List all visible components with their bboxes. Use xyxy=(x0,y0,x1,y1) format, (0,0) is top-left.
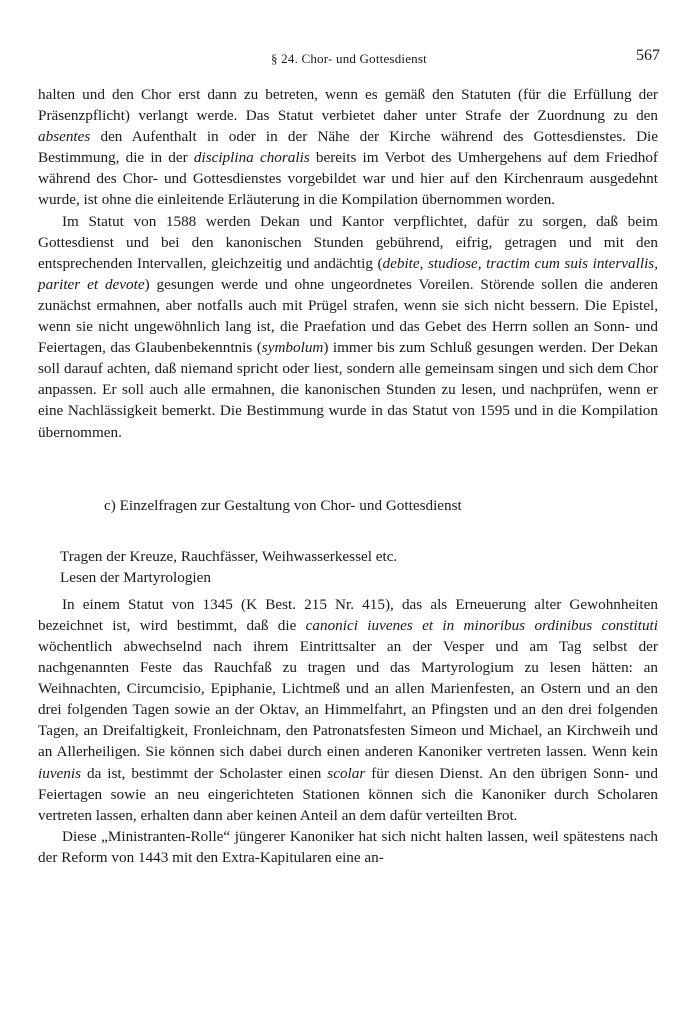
paragraph-ministranten: Diese „Ministranten-Rolle“ jüngerer Kanoniker hat sich nicht halten lassen, weil spätestens nach der Reform von 1443 mit den Extra-Kapitularen eine an- xyxy=(38,827,658,866)
topic-list xyxy=(60,546,658,588)
page-number: 567 xyxy=(636,47,660,64)
paragraph-statute-1345: In einem Statut von 1345 (K Best. 215 Nr. 415), das als Erneuerung alter Gewohnheiten bezeichnet ist, wird bestimmt, daß die canonici iuvenes et in minoribus ordinibus constituti wöchentlich abwechselnd nach ihrem Eintrittsalter an der Vesper und am Tag selbst der nachgenannten Feste das Rauchfaß zu tragen und das Martyrologium zu lesen hätten: an Weihnachten, Circumcisio, Epiphanie, Lichtmeß und an allen Marienfesten, an Ostern und an den drei folgenden Tagen sowie an der Oktav, an Himmelfahrt, an Pfingsten und an den drei folgenden Tagen, an Dreifaltigkeit, Fronleichnam, den Patronatsfesten Simeon und Michael, an Kirchweih und an Allerheiligen. Sie können sich dabei durch einen anderen Kanoniker vertreten lassen. Wenn kein iuvenis da ist, bestimmt der Scholaster einen scolar für diesen Dienst. An den übrigen Sonn- und Feiertagen sowie an neu eingerichteten Stationen können sich die Kanoniker durch Scholaren vertreten lassen, erhalten dann aber keinen Anteil an dem dafür verteilten Brot. xyxy=(38,595,658,824)
section-heading: c) Einzelfragen zur Gestaltung von Chor- und Gottesdienst xyxy=(104,496,462,514)
running-title: § 24. Chor- und Gottesdienst xyxy=(271,51,427,66)
topic-item: Lesen der Martyrologien xyxy=(60,568,211,586)
page-header xyxy=(38,47,660,71)
page-body xyxy=(38,84,658,868)
paragraph-statute-1588: Im Statut von 1588 werden Dekan und Kantor verpflichtet, dafür zu sorgen, daß beim Gottesdienst und bei den kanonischen Stunden gebührend, eifrig, getragen und mit den entsprechenden Intervallen, gleichzeitig und andächtig (debite, studiose, tractim cum suis intervallis, pariter et devote) gesungen werde und ohne ungeordnetes Voreilen. Störende sollen die anderen zunächst ermahnen, aber notfalls auch mit Prügel strafen, wenn sie sich nicht bessern. Die Epistel, wenn sie nicht ungewöhnlich lang ist, die Praefation und das Gebet des Herrn sollen an Sonn- und Feiertagen, das Glaubenbekenntnis (symbolum) immer bis zum Schluß gesungen werden. Der Dekan soll darauf achten, daß niemand spricht oder liest, sondern alle gemeinsam singen und sich dem Chor anpassen. Er soll auch alle ermahnen, die kanonischen Stunden zu lesen, und nachprüfen, wenn er eine Nachlässigkeit bemerkt. Die Bestimmung wurde in das Statut von 1595 und in die Kompilation übernommen. xyxy=(38,212,659,441)
paragraph-continuation: halten und den Chor erst dann zu betreten, wenn es gemäß den Statuten (für die Erfüllung der Präsenzpflicht) verlangt werde. Das Statut verbietet daher unter Strafe der Zuordnung zu den absentes den Aufenthalt in oder in der Nähe der Kirche während des Gottesdienstes. Die Bestimmung, die in der disciplina choralis bereits im Verbot des Umhergehens auf dem Friedhof während des Chor- und Gottesdienstes vorgebildet war und hier auf den Kirchenraum ausgedehnt wurde, ist ohne die einleitende Erläuterung in die Kompilation übernommen worden. xyxy=(38,86,658,209)
topic-item: Tragen der Kreuze, Rauchfässer, Weihwasserkessel etc. xyxy=(60,547,398,565)
